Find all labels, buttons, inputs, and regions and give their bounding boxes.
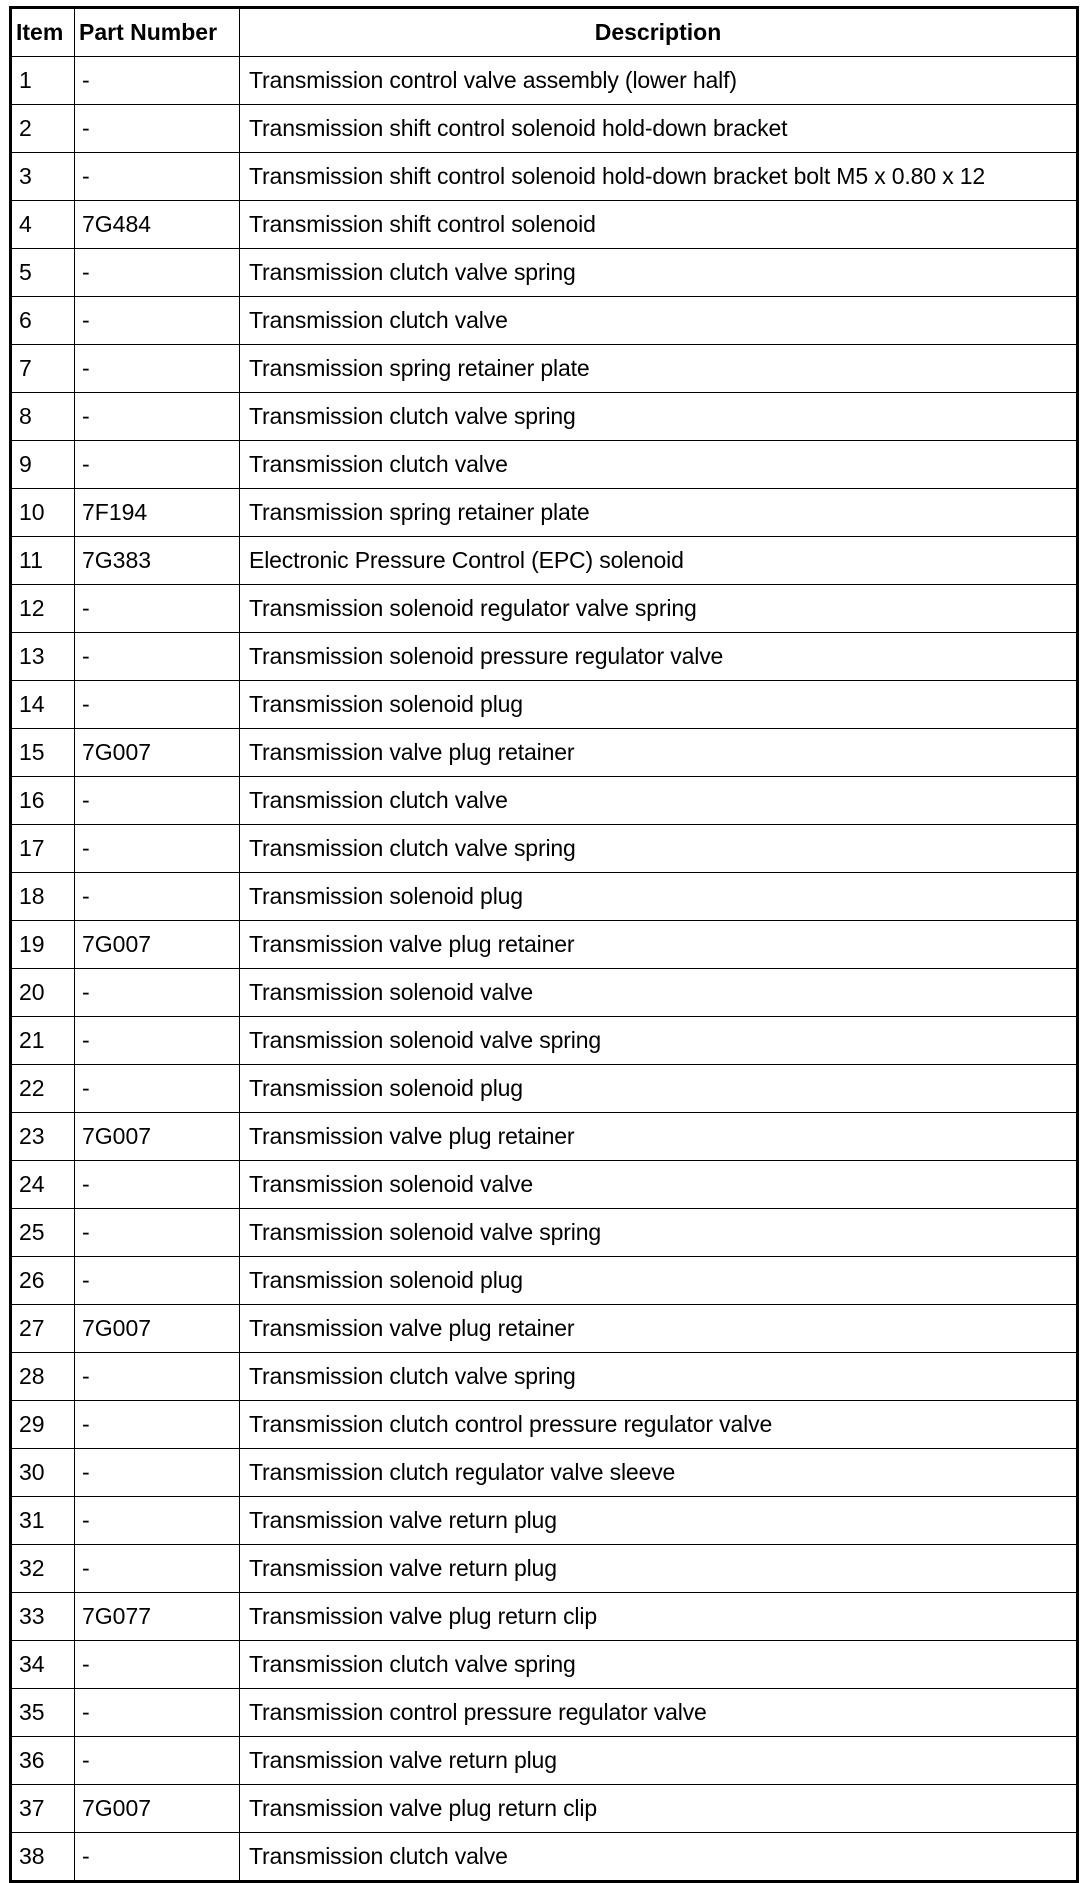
description-cell: Transmission solenoid valve spring bbox=[240, 1017, 1078, 1065]
item-cell: 10 bbox=[11, 489, 75, 537]
description-cell: Transmission control valve assembly (lower half) bbox=[240, 57, 1078, 105]
item-cell: 20 bbox=[11, 969, 75, 1017]
part-number-cell: 7G007 bbox=[75, 1305, 240, 1353]
item-cell: 30 bbox=[11, 1449, 75, 1497]
item-cell: 26 bbox=[11, 1257, 75, 1305]
part-number-cell: - bbox=[75, 969, 240, 1017]
part-number-cell: 7G383 bbox=[75, 537, 240, 585]
table-row bbox=[11, 681, 1078, 729]
part-number-cell: - bbox=[75, 153, 240, 201]
table-row bbox=[11, 1209, 1078, 1257]
table-header-row bbox=[11, 8, 1078, 57]
item-cell: 36 bbox=[11, 1737, 75, 1785]
description-cell: Transmission clutch valve bbox=[240, 777, 1078, 825]
table-row bbox=[11, 1065, 1078, 1113]
description-cell: Transmission valve plug retainer bbox=[240, 1305, 1078, 1353]
item-cell: 14 bbox=[11, 681, 75, 729]
item-cell: 23 bbox=[11, 1113, 75, 1161]
description-cell: Transmission solenoid plug bbox=[240, 1065, 1078, 1113]
table-row bbox=[11, 1545, 1078, 1593]
item-cell: 8 bbox=[11, 393, 75, 441]
column-header-item: Item bbox=[11, 8, 75, 57]
part-number-cell: - bbox=[75, 1065, 240, 1113]
item-cell: 2 bbox=[11, 105, 75, 153]
part-number-cell: - bbox=[75, 1161, 240, 1209]
part-number-cell: - bbox=[75, 873, 240, 921]
description-cell: Transmission clutch valve spring bbox=[240, 393, 1078, 441]
item-cell: 28 bbox=[11, 1353, 75, 1401]
description-cell: Transmission solenoid valve bbox=[240, 969, 1078, 1017]
table-row bbox=[11, 393, 1078, 441]
table-row bbox=[11, 1689, 1078, 1737]
description-cell: Transmission clutch valve spring bbox=[240, 249, 1078, 297]
item-cell: 29 bbox=[11, 1401, 75, 1449]
part-number-cell: - bbox=[75, 345, 240, 393]
table-row bbox=[11, 1401, 1078, 1449]
item-cell: 9 bbox=[11, 441, 75, 489]
parts-table bbox=[9, 6, 1079, 1883]
table-row bbox=[11, 1737, 1078, 1785]
item-cell: 7 bbox=[11, 345, 75, 393]
item-cell: 34 bbox=[11, 1641, 75, 1689]
item-cell: 16 bbox=[11, 777, 75, 825]
item-cell: 18 bbox=[11, 873, 75, 921]
item-cell: 32 bbox=[11, 1545, 75, 1593]
item-cell: 33 bbox=[11, 1593, 75, 1641]
item-cell: 38 bbox=[11, 1833, 75, 1882]
table-row bbox=[11, 1017, 1078, 1065]
description-cell: Transmission control pressure regulator valve bbox=[240, 1689, 1078, 1737]
table-row bbox=[11, 537, 1078, 585]
part-number-cell: 7G007 bbox=[75, 1785, 240, 1833]
description-cell: Transmission solenoid pressure regulator valve bbox=[240, 633, 1078, 681]
table-row bbox=[11, 1449, 1078, 1497]
part-number-cell: - bbox=[75, 585, 240, 633]
part-number-cell: 7F194 bbox=[75, 489, 240, 537]
table-row bbox=[11, 105, 1078, 153]
item-cell: 21 bbox=[11, 1017, 75, 1065]
part-number-cell: - bbox=[75, 777, 240, 825]
table-row bbox=[11, 1833, 1078, 1882]
part-number-cell: - bbox=[75, 57, 240, 105]
description-cell: Transmission clutch valve spring bbox=[240, 1641, 1078, 1689]
item-cell: 35 bbox=[11, 1689, 75, 1737]
description-cell: Transmission clutch valve spring bbox=[240, 1353, 1078, 1401]
description-cell: Transmission valve plug return clip bbox=[240, 1785, 1078, 1833]
item-cell: 13 bbox=[11, 633, 75, 681]
description-cell: Transmission spring retainer plate bbox=[240, 345, 1078, 393]
table-row bbox=[11, 1593, 1078, 1641]
description-cell: Transmission clutch valve spring bbox=[240, 825, 1078, 873]
part-number-cell: - bbox=[75, 441, 240, 489]
item-cell: 17 bbox=[11, 825, 75, 873]
part-number-cell: - bbox=[75, 1497, 240, 1545]
table-row bbox=[11, 1113, 1078, 1161]
table-row bbox=[11, 777, 1078, 825]
item-cell: 11 bbox=[11, 537, 75, 585]
table-row bbox=[11, 633, 1078, 681]
description-cell: Transmission solenoid plug bbox=[240, 873, 1078, 921]
part-number-cell: - bbox=[75, 1257, 240, 1305]
table-row bbox=[11, 873, 1078, 921]
item-cell: 22 bbox=[11, 1065, 75, 1113]
description-cell: Transmission solenoid regulator valve spring bbox=[240, 585, 1078, 633]
description-cell: Transmission solenoid plug bbox=[240, 681, 1078, 729]
description-cell: Transmission clutch control pressure regulator valve bbox=[240, 1401, 1078, 1449]
description-cell: Transmission valve return plug bbox=[240, 1737, 1078, 1785]
table-row bbox=[11, 1497, 1078, 1545]
table-row bbox=[11, 1785, 1078, 1833]
part-number-cell: - bbox=[75, 825, 240, 873]
part-number-cell: 7G007 bbox=[75, 729, 240, 777]
item-cell: 37 bbox=[11, 1785, 75, 1833]
table-row bbox=[11, 921, 1078, 969]
description-cell: Transmission clutch valve bbox=[240, 1833, 1078, 1882]
description-cell: Transmission clutch valve bbox=[240, 441, 1078, 489]
table-row bbox=[11, 1641, 1078, 1689]
description-cell: Transmission clutch regulator valve sleeve bbox=[240, 1449, 1078, 1497]
table-row bbox=[11, 1353, 1078, 1401]
table-row bbox=[11, 249, 1078, 297]
table-row bbox=[11, 297, 1078, 345]
table-row bbox=[11, 729, 1078, 777]
part-number-cell: - bbox=[75, 1401, 240, 1449]
part-number-cell: - bbox=[75, 1641, 240, 1689]
item-cell: 3 bbox=[11, 153, 75, 201]
part-number-cell: - bbox=[75, 1353, 240, 1401]
part-number-cell: - bbox=[75, 297, 240, 345]
part-number-cell: - bbox=[75, 1737, 240, 1785]
item-cell: 5 bbox=[11, 249, 75, 297]
item-cell: 12 bbox=[11, 585, 75, 633]
column-header-description: Description bbox=[240, 8, 1078, 57]
part-number-cell: - bbox=[75, 633, 240, 681]
item-cell: 31 bbox=[11, 1497, 75, 1545]
table-row bbox=[11, 153, 1078, 201]
part-number-cell: 7G484 bbox=[75, 201, 240, 249]
description-cell: Transmission solenoid plug bbox=[240, 1257, 1078, 1305]
column-header-part-number: Part Number bbox=[75, 8, 240, 57]
part-number-cell: - bbox=[75, 1545, 240, 1593]
description-cell: Transmission valve plug retainer bbox=[240, 1113, 1078, 1161]
part-number-cell: - bbox=[75, 249, 240, 297]
part-number-cell: - bbox=[75, 1833, 240, 1882]
part-number-cell: 7G077 bbox=[75, 1593, 240, 1641]
table-row bbox=[11, 1161, 1078, 1209]
table-body bbox=[11, 57, 1078, 1882]
item-cell: 6 bbox=[11, 297, 75, 345]
description-cell: Transmission valve plug return clip bbox=[240, 1593, 1078, 1641]
item-cell: 25 bbox=[11, 1209, 75, 1257]
item-cell: 27 bbox=[11, 1305, 75, 1353]
item-cell: 4 bbox=[11, 201, 75, 249]
table-row bbox=[11, 825, 1078, 873]
table-row bbox=[11, 585, 1078, 633]
part-number-cell: 7G007 bbox=[75, 1113, 240, 1161]
part-number-cell: - bbox=[75, 1449, 240, 1497]
item-cell: 15 bbox=[11, 729, 75, 777]
description-cell: Transmission solenoid valve spring bbox=[240, 1209, 1078, 1257]
part-number-cell: - bbox=[75, 1209, 240, 1257]
table-row bbox=[11, 345, 1078, 393]
description-cell: Transmission clutch valve bbox=[240, 297, 1078, 345]
description-cell: Transmission shift control solenoid bbox=[240, 201, 1078, 249]
description-cell: Transmission valve plug retainer bbox=[240, 921, 1078, 969]
part-number-cell: - bbox=[75, 393, 240, 441]
item-cell: 19 bbox=[11, 921, 75, 969]
description-cell: Transmission valve return plug bbox=[240, 1497, 1078, 1545]
description-cell: Transmission spring retainer plate bbox=[240, 489, 1078, 537]
description-cell: Transmission shift control solenoid hold-down bracket bbox=[240, 105, 1078, 153]
table-row bbox=[11, 441, 1078, 489]
description-cell: Electronic Pressure Control (EPC) solenoid bbox=[240, 537, 1078, 585]
item-cell: 1 bbox=[11, 57, 75, 105]
part-number-cell: - bbox=[75, 105, 240, 153]
description-cell: Transmission solenoid valve bbox=[240, 1161, 1078, 1209]
part-number-cell: - bbox=[75, 1017, 240, 1065]
part-number-cell: - bbox=[75, 681, 240, 729]
table-row bbox=[11, 489, 1078, 537]
table-row bbox=[11, 969, 1078, 1017]
part-number-cell: - bbox=[75, 1689, 240, 1737]
table-row bbox=[11, 57, 1078, 105]
description-cell: Transmission valve return plug bbox=[240, 1545, 1078, 1593]
table-row bbox=[11, 1257, 1078, 1305]
item-cell: 24 bbox=[11, 1161, 75, 1209]
table-row bbox=[11, 1305, 1078, 1353]
part-number-cell: 7G007 bbox=[75, 921, 240, 969]
table-row bbox=[11, 201, 1078, 249]
description-cell: Transmission valve plug retainer bbox=[240, 729, 1078, 777]
description-cell: Transmission shift control solenoid hold-down bracket bolt M5 x 0.80 x 12 bbox=[240, 153, 1078, 201]
